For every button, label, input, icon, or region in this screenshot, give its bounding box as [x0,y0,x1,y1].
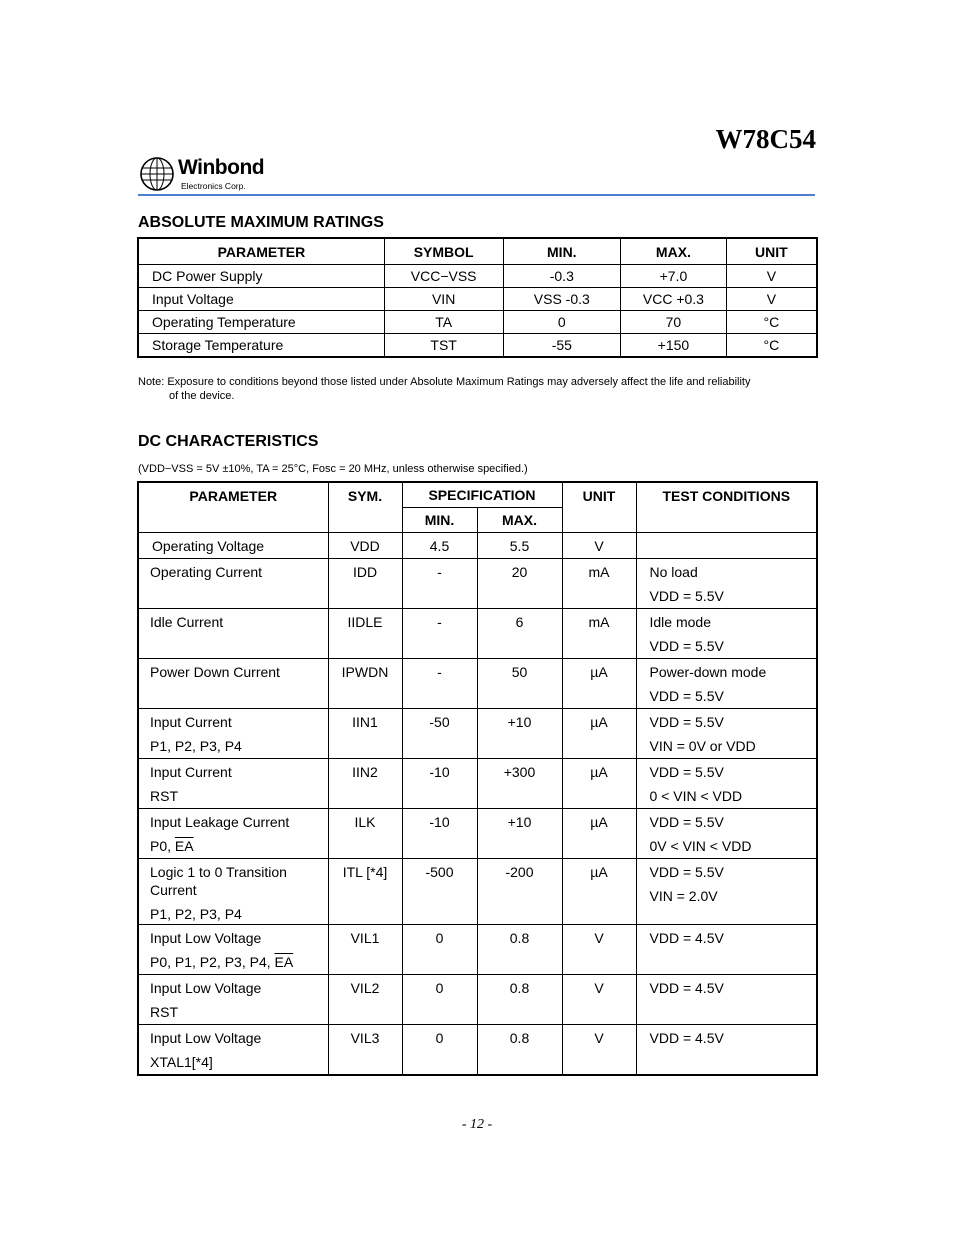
cell-max: +150 [621,334,727,358]
table-row [138,311,817,334]
ea-pin-label: $\overline{EA}$ [274,954,294,970]
col-parameter: PARAMETER [138,482,328,533]
cell-parameter: Input Low Voltage [150,930,262,946]
cell-test: VDD = 5.5V [649,764,724,780]
cell-parameter-2: RST [150,1004,178,1020]
cell-symbol: IDD [352,564,378,580]
col-symbol: SYMBOL [384,238,503,265]
cell-parameter: Operating Temperature [138,311,384,334]
col-max: MAX. [477,508,562,533]
abs-max-note-cont: of the device. [169,390,235,402]
cell-unit: µA [590,814,608,830]
cell-unit: °C [726,334,817,358]
cell-max: VCC +0.3 [621,288,727,311]
cell-min: -55 [503,334,621,358]
cell-unit: µA [590,664,608,680]
cell-parameter-cont: Current [150,882,197,898]
cell-symbol: ITL [*4] [342,864,388,880]
dc-heading: DC CHARACTERISTICS [138,433,319,450]
cell-symbol: VCC−VSS [384,265,503,288]
winbond-logo [140,156,270,192]
col-unit: UNIT [562,482,636,533]
cell-test: Idle mode [649,614,711,630]
cell-min: - [437,664,442,680]
header-rule [138,194,815,196]
cell-min: 4.5 [429,538,450,554]
table-row [138,559,817,609]
cell-test: VDD = 4.5V [649,980,724,996]
cell-max: +10 [507,814,532,830]
cell-test-2: 0 < VIN < VDD [649,788,743,804]
table-row [138,975,817,1025]
cell-min: 0 [503,311,621,334]
cell-symbol: VIL3 [350,1030,380,1046]
dc-table [137,481,818,1076]
col-min: MIN. [503,238,621,265]
cell-max: +300 [503,764,536,780]
cell-parameter: Input Current [150,764,232,780]
cell-parameter-2: P1, P2, P3, P4 [150,738,242,754]
cell-parameter-2: P0, [150,838,175,854]
table-row [138,1025,817,1075]
cell-max: +10 [507,714,532,730]
cell-parameter-2: P0, P1, P2, P3, P4, [150,954,275,970]
cell-max: 70 [621,311,727,334]
cell-unit: V [726,265,817,288]
abs-max-heading: ABSOLUTE MAXIMUM RATINGS [138,214,384,231]
cell-test-2: 0V < VIN < VDD [649,838,752,854]
cell-unit: V [726,288,817,311]
table-row [138,288,817,311]
cell-min: 0 [435,930,444,946]
cell-parameter: Input Low Voltage [150,1030,262,1046]
cell-max: 0.8 [509,1030,530,1046]
cell-parameter: Input Current [150,714,232,730]
cell-max: 5.5 [509,538,530,554]
table-row [138,925,817,975]
cell-parameter: Input Leakage Current [150,814,290,830]
table-row [138,859,817,925]
col-max: MAX. [621,238,727,265]
globe-icon [140,156,176,192]
logo-subtitle: Electronics Corp. [181,181,246,191]
cell-test: VDD = 5.5V [649,864,724,880]
cell-parameter: Operating Voltage [152,538,265,554]
cell-test-2: VDD = 5.5V [649,638,724,654]
cell-test-2: VDD = 5.5V [649,588,724,604]
cell-parameter: Power Down Current [150,664,280,680]
table-row [138,809,817,859]
cell-symbol: TST [384,334,503,358]
table-row [138,265,817,288]
cell-parameter: Input Low Voltage [150,980,262,996]
cell-min: 0 [435,1030,444,1046]
cell-min: VSS -0.3 [503,288,621,311]
col-parameter: PARAMETER [138,238,384,265]
cell-min: - [437,564,442,580]
col-unit: UNIT [726,238,817,265]
cell-min: -10 [429,764,450,780]
col-specification: SPECIFICATION [402,482,562,508]
table-header-row [138,238,817,265]
cell-unit: µA [590,764,608,780]
cell-symbol: VIN [384,288,503,311]
cell-min: -500 [425,864,454,880]
document-title: W78C54 [715,124,816,154]
cell-symbol: IPWDN [341,664,389,680]
cell-max: 0.8 [509,930,530,946]
cell-test: VDD = 5.5V [649,714,724,730]
cell-test: VDD = 5.5V [649,814,724,830]
cell-unit: mA [588,614,610,630]
col-sym: SYM. [328,482,402,533]
cell-symbol: VIL2 [350,980,380,996]
cell-symbol: ILK [354,814,376,830]
cell-symbol: IIN1 [352,714,378,730]
cell-parameter: Operating Current [150,564,263,580]
cell-unit: V [594,538,604,554]
cell-parameter-2: XTAL1[*4] [150,1054,213,1070]
ea-pin-label: $\overline{EA}$ [174,838,194,854]
cell-test-2: VDD = 5.5V [649,688,724,704]
cell-test-2: VIN = 0V or VDD [649,738,756,754]
cell-max: 6 [515,614,524,630]
cell-test: Power-down mode [649,664,767,680]
cell-symbol: IIN2 [352,764,378,780]
cell-parameter: Input Voltage [138,288,384,311]
cell-symbol: IIDLE [347,614,383,630]
page-number: - 12 - [461,1117,493,1132]
cell-unit: °C [726,311,817,334]
cell-parameter-2: RST [150,788,178,804]
cell-max: -200 [505,864,534,880]
cell-parameter: Idle Current [150,614,224,630]
cell-unit: µA [590,714,608,730]
cell-max: +7.0 [621,265,727,288]
cell-symbol: TA [384,311,503,334]
cell-test: VDD = 4.5V [649,1030,724,1046]
col-min: MIN. [402,508,477,533]
cell-unit: V [594,1030,604,1046]
cell-test: No load [649,564,698,580]
abs-max-table [137,237,818,358]
cell-min: -10 [429,814,450,830]
cell-unit: mA [588,564,610,580]
table-row [138,659,817,709]
cell-symbol: VIL1 [350,930,380,946]
cell-unit: V [594,980,604,996]
table-row [138,759,817,809]
cell-symbol: VDD [350,538,380,554]
cell-min: 0 [435,980,444,996]
table-row [138,609,817,659]
cell-unit: V [594,930,604,946]
col-test-conditions: TEST CONDITIONS [636,482,817,533]
cell-max: 0.8 [509,980,530,996]
cell-test-2: VIN = 2.0V [649,888,718,904]
cell-unit: µA [590,864,608,880]
cell-min: -50 [429,714,450,730]
cell-parameter: DC Power Supply [138,265,384,288]
table-row [138,709,817,759]
table-row [138,334,817,358]
abs-max-note: Note: Exposure to conditions beyond those listed under Absolute Maximum Ratings may adversely affect the life and reliability [138,376,751,388]
table-row [138,533,817,559]
dc-conditions: (VDD−VSS = 5V ±10%, TA = 25°C, Fosc = 20 MHz, unless otherwise specified.) [138,463,528,475]
cell-min: - [437,614,442,630]
cell-parameter-2: P1, P2, P3, P4 [150,906,242,922]
cell-parameter: Logic 1 to 0 Transition [150,864,287,880]
cell-parameter: Storage Temperature [138,334,384,358]
logo-brand: Winbond [178,156,265,179]
cell-max: 20 [511,564,528,580]
cell-test: VDD = 4.5V [649,930,724,946]
cell-min: -0.3 [503,265,621,288]
table-header-row [138,482,817,508]
cell-max: 50 [511,664,528,680]
